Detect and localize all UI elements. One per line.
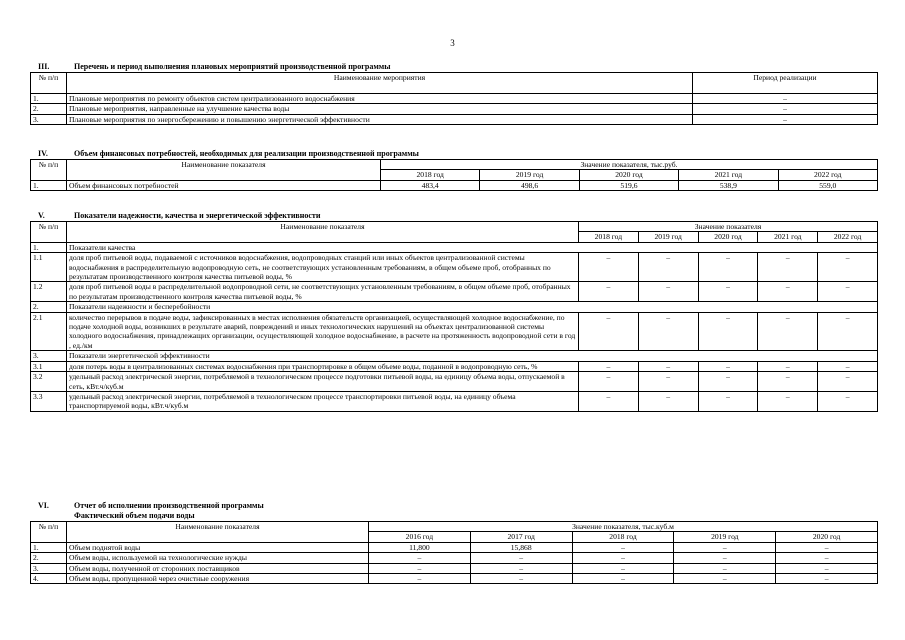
table-row bbox=[31, 94, 878, 104]
row-value: 483,4 bbox=[381, 180, 480, 190]
table-row bbox=[31, 574, 878, 584]
section-3-table bbox=[30, 72, 878, 125]
row-name: удельный расход электрической энергии, потребляемой в технологическом процессе подготовки питьевой воды, на единицу объема воды, отпускаемой в сеть, кВт.ч/куб.м bbox=[67, 372, 579, 392]
header-no: № п/п bbox=[31, 522, 67, 543]
row-period: – bbox=[693, 104, 878, 114]
row-value: 11,800 bbox=[369, 542, 471, 552]
header-name: Наименование показателя bbox=[67, 160, 381, 181]
row-value: – bbox=[572, 574, 674, 584]
header-name: Наименование мероприятия bbox=[67, 73, 693, 94]
row-value: – bbox=[818, 282, 878, 302]
group-row bbox=[31, 302, 878, 312]
table-row bbox=[31, 361, 878, 371]
table-row bbox=[31, 253, 878, 282]
row-value: – bbox=[758, 372, 818, 392]
row-value: – bbox=[674, 553, 776, 563]
section-6 bbox=[30, 501, 878, 584]
section-4-heading bbox=[30, 149, 878, 159]
row-value: 15,868 bbox=[470, 542, 572, 552]
section-5-table bbox=[30, 221, 878, 412]
row-number: 3.3 bbox=[31, 391, 67, 411]
section-5-number: V. bbox=[38, 211, 45, 220]
row-number: 3. bbox=[31, 114, 67, 124]
year-header: 2021 год bbox=[679, 170, 778, 180]
row-value: – bbox=[579, 391, 639, 411]
row-name: доля потерь воды в централизованных системах водоснабжения при транспортировке в общем объеме воды, поданной в водопроводную сеть, % bbox=[67, 361, 579, 371]
row-value: – bbox=[369, 574, 471, 584]
row-number: 3.2 bbox=[31, 372, 67, 392]
section-5 bbox=[30, 211, 878, 412]
row-number: 1. bbox=[31, 542, 67, 552]
row-value: – bbox=[638, 312, 698, 351]
section-4 bbox=[30, 149, 878, 191]
row-value: 559,0 bbox=[778, 180, 877, 190]
row-name: Объем воды, пропущенной через очистные сооружения bbox=[67, 574, 369, 584]
group-row bbox=[31, 242, 878, 252]
row-period: – bbox=[693, 114, 878, 124]
row-value: – bbox=[818, 391, 878, 411]
section-4-table bbox=[30, 159, 878, 191]
row-value: 498,6 bbox=[480, 180, 579, 190]
table-row bbox=[31, 282, 878, 302]
row-value: – bbox=[572, 563, 674, 573]
year-header: 2018 год bbox=[579, 232, 639, 242]
table-row bbox=[31, 563, 878, 573]
row-value: – bbox=[758, 391, 818, 411]
section-5-title: Показатели надежности, качества и энергетической эффективности bbox=[74, 211, 321, 220]
row-number: 1. bbox=[31, 242, 67, 252]
header-value: Значение показателя, тыс.руб. bbox=[381, 160, 878, 170]
row-name: Объем поднятой воды bbox=[67, 542, 369, 552]
year-header: 2018 год bbox=[381, 170, 480, 180]
row-value: – bbox=[698, 391, 758, 411]
row-name: доля проб питьевой воды, подаваемой с источников водоснабжения, водопроводных станций или иных объектов централизованной системы водоснабжения в распределительную водопроводную сеть, не соответствующих установленным требованиям, в общем объеме проб, отобранных по результатам производственного контроля качества питьевой воды, % bbox=[67, 253, 579, 282]
year-header: 2017 год bbox=[470, 532, 572, 542]
row-value: – bbox=[818, 253, 878, 282]
group-name: Показатели энергетической эффективности bbox=[67, 351, 878, 361]
row-value: – bbox=[758, 253, 818, 282]
section-6-table bbox=[30, 521, 878, 584]
row-number: 2. bbox=[31, 302, 67, 312]
row-number: 3. bbox=[31, 351, 67, 361]
section-3 bbox=[30, 62, 878, 125]
row-value: – bbox=[698, 282, 758, 302]
row-number: 4. bbox=[31, 574, 67, 584]
row-value: – bbox=[758, 361, 818, 371]
row-value: – bbox=[698, 312, 758, 351]
row-name: доля проб питьевой воды в распределительной водопроводной сети, не соответствующих установленным требованиям, в общем объеме проб, отобранных по результатам производственного контроля качества питьевой воды, % bbox=[67, 282, 579, 302]
year-header: 2022 год bbox=[818, 232, 878, 242]
group-row bbox=[31, 351, 878, 361]
row-value: – bbox=[369, 563, 471, 573]
section-6-number: VI. bbox=[38, 501, 49, 510]
page-number: 3 bbox=[450, 38, 455, 48]
row-value: – bbox=[674, 542, 776, 552]
table-row bbox=[31, 180, 878, 190]
row-value: – bbox=[470, 574, 572, 584]
header-no: № п/п bbox=[31, 73, 67, 94]
row-name: удельный расход электрической энергии, потребляемой в технологическом процессе транспортировки питьевой воды, на единицу объема транспортируемой воды, кВт.ч/куб.м bbox=[67, 391, 579, 411]
row-period: – bbox=[693, 94, 878, 104]
row-name: количество перерывов в подаче воды, зафиксированных в местах исполнения обязательств организацией, осуществляющей холодное водоснабжение, по подаче холодной воды, возникших в результате аварий, повреждений и иных технологических нарушений на объектах централизованной системы холодного водоснабжения, принадлежащих организации, осуществляющей холодное водоснабжение, в расчете на протяженность водопроводной сети в год , ед./км bbox=[67, 312, 579, 351]
row-number: 1.1 bbox=[31, 253, 67, 282]
section-3-heading bbox=[30, 62, 878, 72]
row-value: – bbox=[674, 574, 776, 584]
row-value: – bbox=[674, 563, 776, 573]
year-header: 2022 год bbox=[778, 170, 877, 180]
table-row bbox=[31, 391, 878, 411]
year-header: 2021 год bbox=[758, 232, 818, 242]
section-6-title: Отчет об исполнении производственной программы bbox=[74, 501, 264, 510]
row-value: – bbox=[698, 361, 758, 371]
section-3-title: Перечень и период выполнения плановых мероприятий производственной программы bbox=[74, 62, 391, 71]
row-value: – bbox=[579, 372, 639, 392]
row-value: – bbox=[776, 574, 878, 584]
table-row bbox=[31, 114, 878, 124]
header-no: № п/п bbox=[31, 160, 67, 181]
year-header: 2020 год bbox=[776, 532, 878, 542]
table-row bbox=[31, 542, 878, 552]
row-name: Объем воды, полученной от сторонних поставщиков bbox=[67, 563, 369, 573]
row-name: Плановые мероприятия по ремонту объектов систем централизованного водоснабжения bbox=[67, 94, 693, 104]
row-name: Объем финансовых потребностей bbox=[67, 180, 381, 190]
header-value: Значение показателя, тыс.куб.м bbox=[369, 522, 878, 532]
section-6-heading bbox=[30, 501, 878, 511]
year-header: 2019 год bbox=[638, 232, 698, 242]
row-value: – bbox=[638, 282, 698, 302]
row-number: 3. bbox=[31, 563, 67, 573]
group-name: Показатели надежности и бесперебойности bbox=[67, 302, 878, 312]
row-value: 538,9 bbox=[679, 180, 778, 190]
section-4-title: Объем финансовых потребностей, необходимых для реализации производственной программы bbox=[74, 149, 419, 158]
row-value: – bbox=[818, 361, 878, 371]
section-5-heading bbox=[30, 211, 878, 221]
row-number: 1. bbox=[31, 180, 67, 190]
row-value: – bbox=[369, 553, 471, 563]
row-value: – bbox=[638, 361, 698, 371]
row-value: – bbox=[776, 553, 878, 563]
row-value: – bbox=[818, 372, 878, 392]
section-6-subtitle: Фактический объем подачи воды bbox=[74, 511, 195, 520]
row-value: – bbox=[698, 253, 758, 282]
row-number: 2. bbox=[31, 104, 67, 114]
section-3-number: III. bbox=[38, 62, 50, 71]
row-value: – bbox=[572, 542, 674, 552]
row-name: Плановые мероприятия, направленные на улучшение качества воды bbox=[67, 104, 693, 114]
row-number: 1. bbox=[31, 94, 67, 104]
header-no: № п/п bbox=[31, 222, 67, 243]
row-value: – bbox=[818, 312, 878, 351]
row-value: – bbox=[776, 563, 878, 573]
row-name: Объем воды, используемой на технологические нужды bbox=[67, 553, 369, 563]
row-value: – bbox=[579, 282, 639, 302]
row-value: – bbox=[638, 253, 698, 282]
year-header: 2018 год bbox=[572, 532, 674, 542]
row-name: Плановые мероприятия по энергосбережению и повышению энергетической эффективности bbox=[67, 114, 693, 124]
row-number: 1.2 bbox=[31, 282, 67, 302]
row-number: 3.1 bbox=[31, 361, 67, 371]
header-value: Значение показателя bbox=[579, 222, 878, 232]
section-4-number: IV. bbox=[38, 149, 48, 158]
row-value: 519,6 bbox=[579, 180, 678, 190]
row-value: – bbox=[579, 253, 639, 282]
row-number: 2.1 bbox=[31, 312, 67, 351]
group-name: Показатели качества bbox=[67, 242, 878, 252]
header-name: Наименование показателя bbox=[67, 222, 579, 243]
table-row bbox=[31, 312, 878, 351]
row-number: 2. bbox=[31, 553, 67, 563]
table-row bbox=[31, 553, 878, 563]
row-value: – bbox=[470, 563, 572, 573]
year-header: 2019 год bbox=[480, 170, 579, 180]
row-value: – bbox=[758, 282, 818, 302]
year-header: 2016 год bbox=[369, 532, 471, 542]
year-header: 2019 год bbox=[674, 532, 776, 542]
header-period: Период реализации bbox=[693, 73, 878, 94]
row-value: – bbox=[758, 312, 818, 351]
row-value: – bbox=[776, 542, 878, 552]
year-header: 2020 год bbox=[579, 170, 678, 180]
row-value: – bbox=[638, 391, 698, 411]
table-row bbox=[31, 104, 878, 114]
table-row bbox=[31, 372, 878, 392]
header-name: Наименование показателя bbox=[67, 522, 369, 543]
row-value: – bbox=[579, 312, 639, 351]
row-value: – bbox=[470, 553, 572, 563]
row-value: – bbox=[572, 553, 674, 563]
row-value: – bbox=[638, 372, 698, 392]
row-value: – bbox=[698, 372, 758, 392]
year-header: 2020 год bbox=[698, 232, 758, 242]
row-value: – bbox=[579, 361, 639, 371]
